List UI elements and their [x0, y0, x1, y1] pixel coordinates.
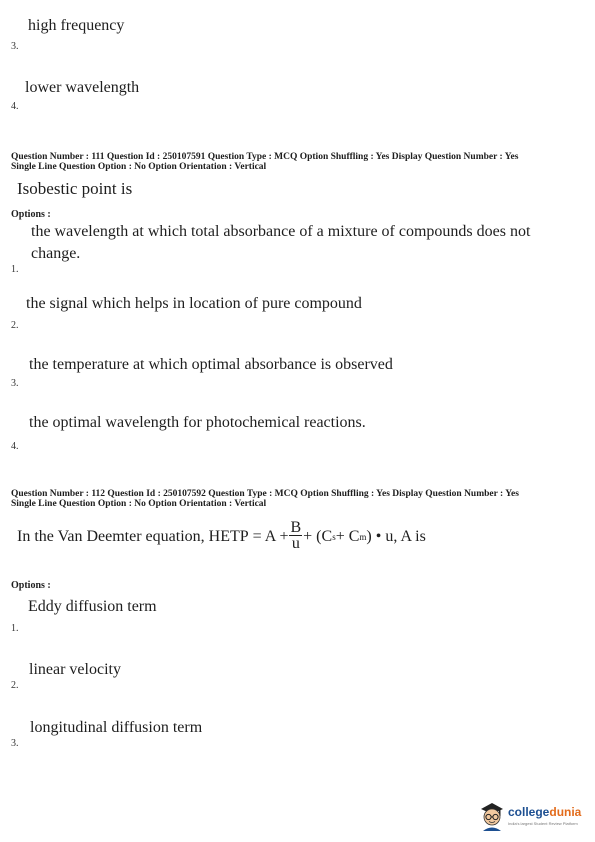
q112-subscript-s: s	[332, 532, 336, 542]
q112-eq-close-u: ) • u	[366, 528, 394, 545]
q112-fraction-b-over-u	[289, 520, 302, 551]
student-mascot-icon	[478, 800, 506, 832]
q112-eq-equals-a-plus: = A +	[252, 528, 289, 545]
q111-option-1-line2: change.	[31, 245, 81, 262]
q112-options-label: Options :	[11, 580, 51, 591]
collegedunia-tagline: India's largest Student Review Platform	[508, 821, 578, 826]
q112-option-1-text: Eddy diffusion term	[28, 598, 157, 615]
prev-option-3-number: 3.	[11, 41, 19, 52]
q112-option-2-text: linear velocity	[29, 661, 121, 678]
q111-option-3-number: 3.	[11, 378, 19, 389]
q112-option-3-number: 3.	[11, 738, 19, 749]
q111-option-2-number: 2.	[11, 320, 19, 331]
q111-option-1-number: 1.	[11, 264, 19, 275]
prev-option-4-text: lower wavelength	[25, 79, 140, 96]
q111-meta-line2: Single Line Question Option : No Option Orientation : Vertical	[11, 162, 267, 172]
q112-meta-line1: Question Number : 112 Question Id : 250107592 Question Type : MCQ Option Shuffling : Yes Display Question Number : Yes	[11, 489, 519, 499]
q111-question-text: Isobestic point is	[17, 179, 133, 198]
q112-question-suffix: , A is	[393, 528, 426, 545]
q112-eq-plus-c: + C	[335, 528, 360, 545]
q111-options-label: Options :	[11, 209, 51, 220]
collegedunia-watermark	[478, 800, 590, 834]
q111-option-2-text: the signal which helps in location of pure compound	[26, 295, 362, 312]
prev-option-3-text: high frequency	[28, 17, 125, 34]
prev-option-4-number: 4.	[11, 101, 19, 112]
q112-meta-line2: Single Line Question Option : No Option Orientation : Vertical	[11, 499, 267, 509]
q112-option-3-text: longitudinal diffusion term	[30, 719, 203, 736]
q111-option-3-text: the temperature at which optimal absorbance is observed	[29, 356, 393, 373]
q112-question-equation	[17, 517, 426, 557]
collegedunia-wordmark: collegedunia	[508, 805, 582, 819]
q112-fraction-denominator: u	[291, 534, 300, 552]
q111-option-4-text: the optimal wavelength for photochemical reactions.	[29, 414, 366, 431]
q111-meta-line1: Question Number : 111 Question Id : 250107591 Question Type : MCQ Option Shuffling : Yes Display Question Number : Yes	[11, 152, 519, 162]
q112-subscript-m: m	[359, 532, 367, 542]
q112-option-2-number: 2.	[11, 680, 19, 691]
q111-option-1-line1: the wavelength at which total absorbance of a mixture of compounds does not	[31, 223, 531, 240]
q112-option-1-number: 1.	[11, 623, 19, 634]
q112-fraction-numerator: B	[290, 518, 302, 536]
q112-question-prefix: In the Van Deemter equation, HETP	[17, 528, 249, 545]
q112-eq-plus-open: + (C	[303, 528, 333, 545]
q111-option-4-number: 4.	[11, 441, 19, 452]
